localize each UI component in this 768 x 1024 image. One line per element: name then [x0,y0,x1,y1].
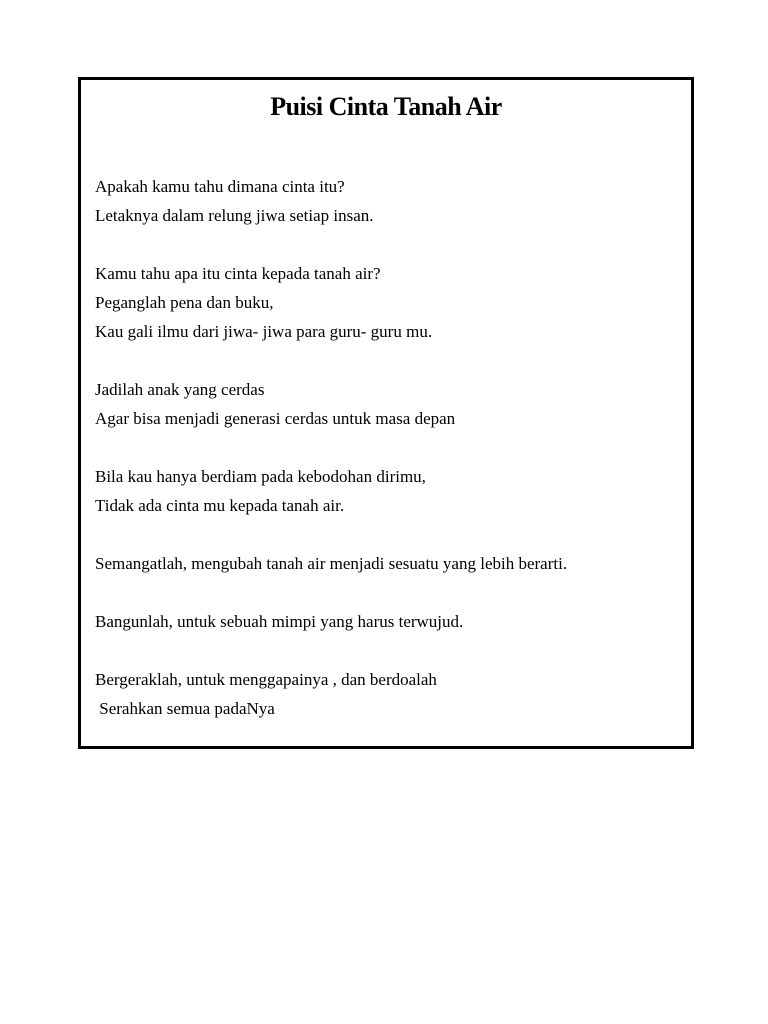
poem-line: Apakah kamu tahu dimana cinta itu? [95,177,345,196]
poem-frame [78,77,694,749]
stanza-2 [95,259,685,346]
poem-line: Agar bisa menjadi generasi cerdas untuk masa depan [95,409,456,428]
poem-line: Bergeraklah, untuk menggapainya , dan berdoalah [95,670,437,689]
poem-line: Tidak ada cinta mu kepada tanah air. [95,496,345,515]
stanza-4 [95,462,685,520]
poem-body [95,172,685,752]
poem-line: Semangatlah, mengubah tanah air menjadi sesuatu yang lebih berarti. [95,554,568,573]
stanza-5 [95,549,685,578]
stanza-1 [95,172,685,230]
stanza-7 [95,665,685,723]
stanza-3 [95,375,685,433]
poem-line: Jadilah anak yang cerdas [95,380,265,399]
poem-line: Letaknya dalam relung jiwa setiap insan. [95,206,374,225]
poem-line: Kamu tahu apa itu cinta kepada tanah air? [95,264,381,283]
poem-line: Bila kau hanya berdiam pada kebodohan dirimu, [95,467,426,486]
poem-line: Bangunlah, untuk sebuah mimpi yang harus terwujud. [95,612,464,631]
poem-line: Kau gali ilmu dari jiwa- jiwa para guru- guru mu. [95,322,433,341]
poem-title: Puisi Cinta Tanah Air [270,92,502,121]
poem-line: Serahkan semua padaNya [95,699,275,718]
stanza-6 [95,607,685,636]
poem-line: Peganglah pena dan buku, [95,293,274,312]
